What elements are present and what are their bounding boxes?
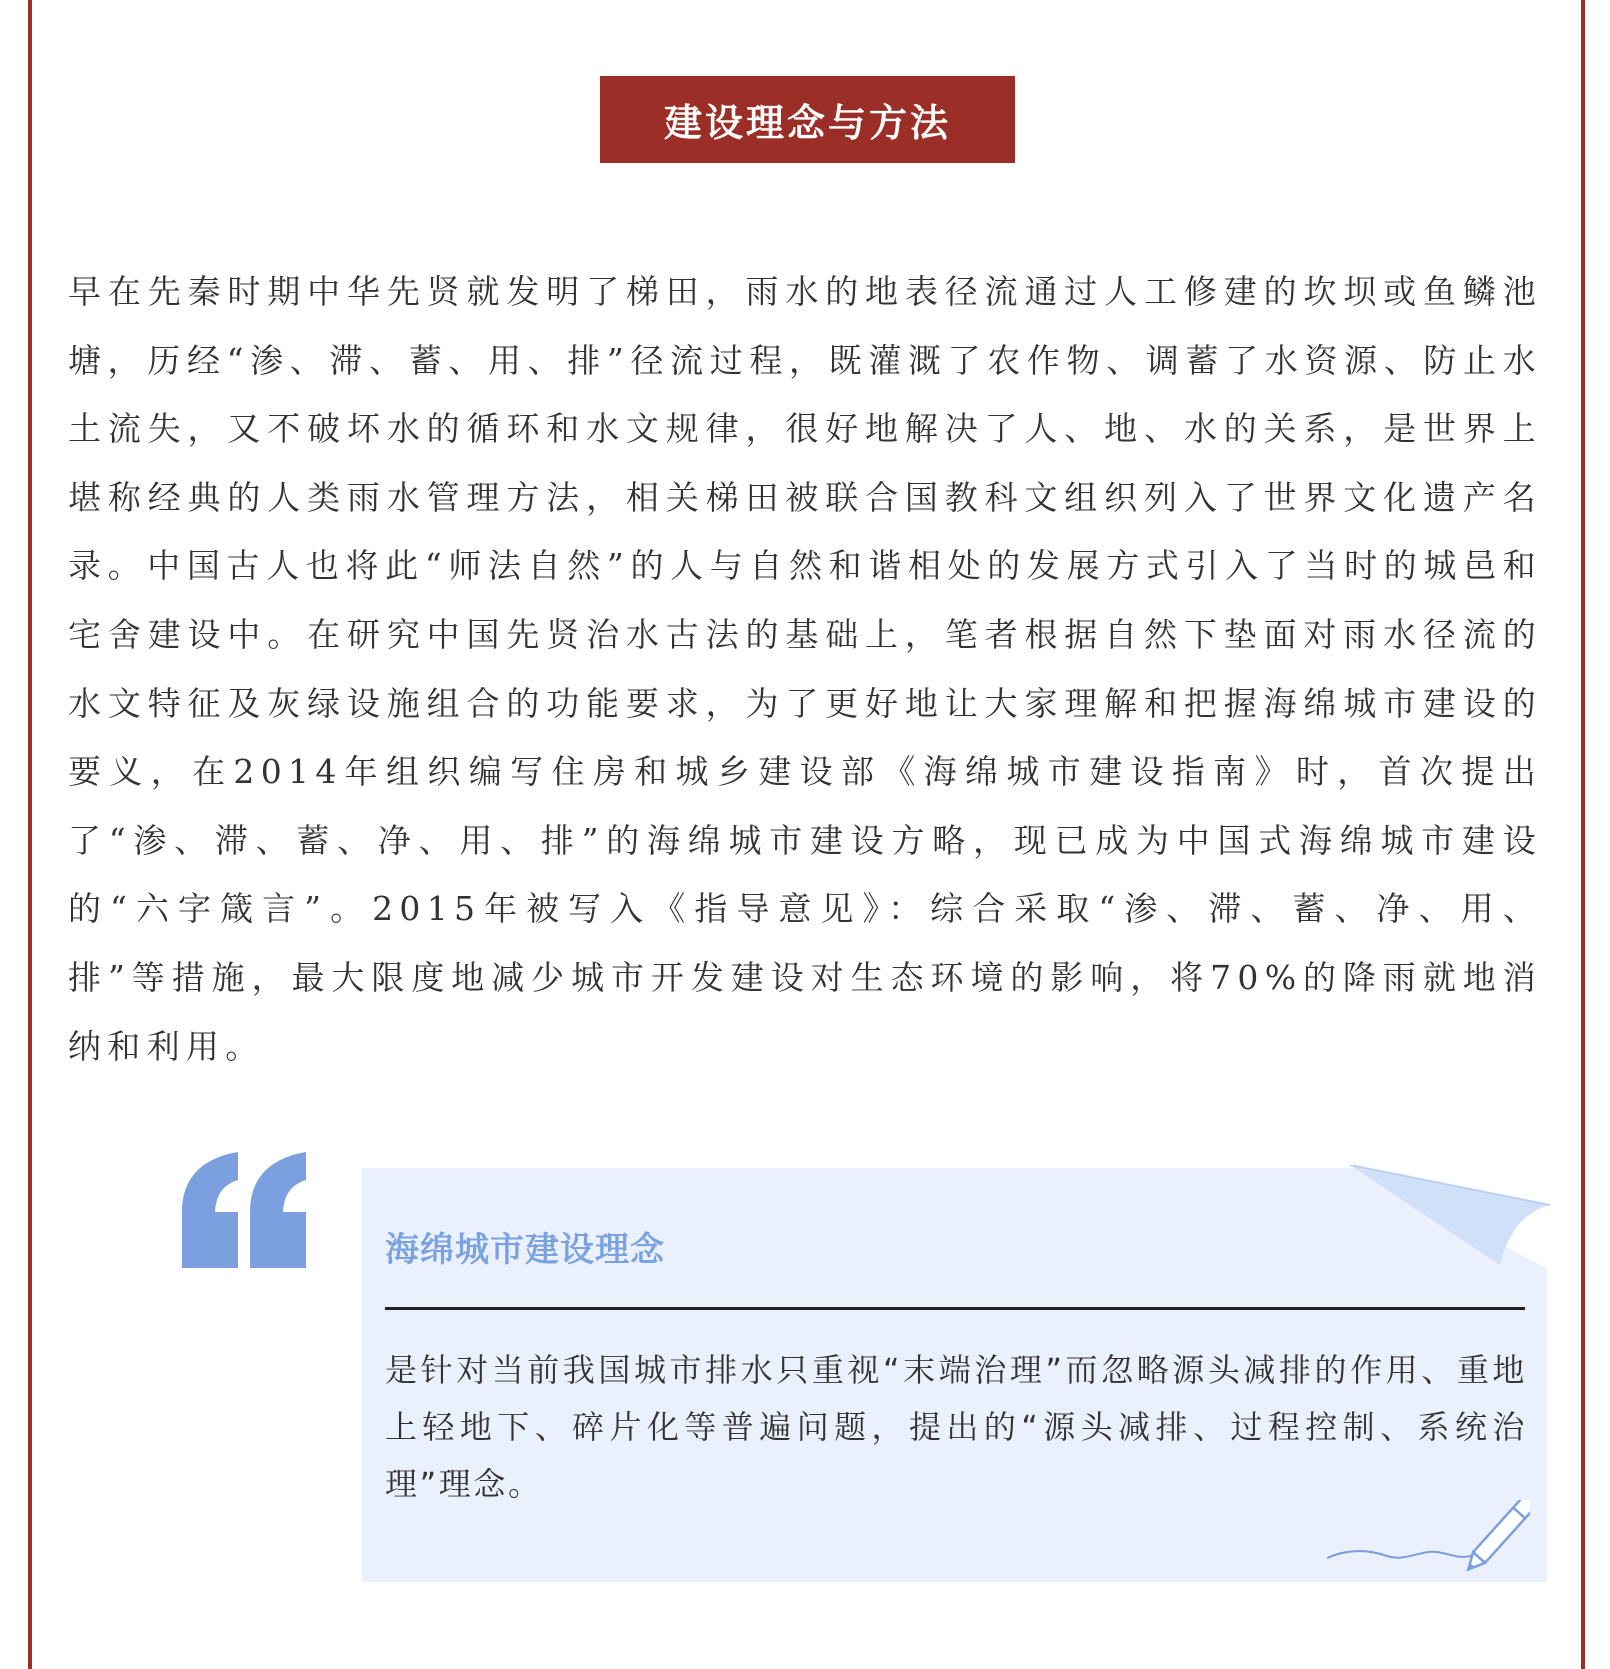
callout-title: 海绵城市建设理念 [385, 1230, 665, 1270]
pen-icon [1325, 1500, 1530, 1575]
quote-mark-icon [180, 1150, 310, 1270]
callout-body: 是针对当前我国城市排水只重视“末端治理”而忽略源头减排的作用、重地上轻地下、碎片化等普遍问题，提出的“源头减排、过程控制、系统治理”理念。 [385, 1351, 1527, 1503]
section-title: 建设理念与方法 [600, 76, 1015, 163]
frame-border-left [28, 0, 32, 1669]
article-paragraph: 早在先秦时期中华先贤就发明了梯田，雨水的地表径流通过人工修建的坎坝或鱼鳞池塘，历经“渗、滞、蓄、用、排”径流过程，既灌溉了农作物、调蓄了水资源、防止水土流失，又不破坏水的循环和水文规律，很好地解决了人、地、水的关系，是世界上堪称经典的人类雨水管理方法，相关梯田被联合国教科文组织列入了世界文化遗产名录。中国古人也将此“师法自然”的人与自然和谐相处的发展方式引入了当时的城邑和宅舍建设中。在研究中国先贤治水古法的基础上，笔者根据自然下垫面对雨水径流的水文特征及灰绿设施组合的功能要求，为了更好地让大家理解和把握海绵城市建设的要义，在2014年组织编写住房和城乡建设部《海绵城市建设指南》时，首次提出了“渗、滞、蓄、净、用、排”的海绵城市建设方略，现已成为中国式海绵城市建设的“六字箴言”。2015年被写入《指导意见》：综合采取“渗、滞、蓄、净、用、排”等措施，最大限度地减少城市开发建设对生态环境的影响，将70%的降雨就地消纳和利用。 [68, 272, 1542, 1066]
callout-divider [385, 1307, 1525, 1310]
frame-border-right [1581, 0, 1585, 1669]
page-curl-decoration [1350, 1165, 1550, 1270]
